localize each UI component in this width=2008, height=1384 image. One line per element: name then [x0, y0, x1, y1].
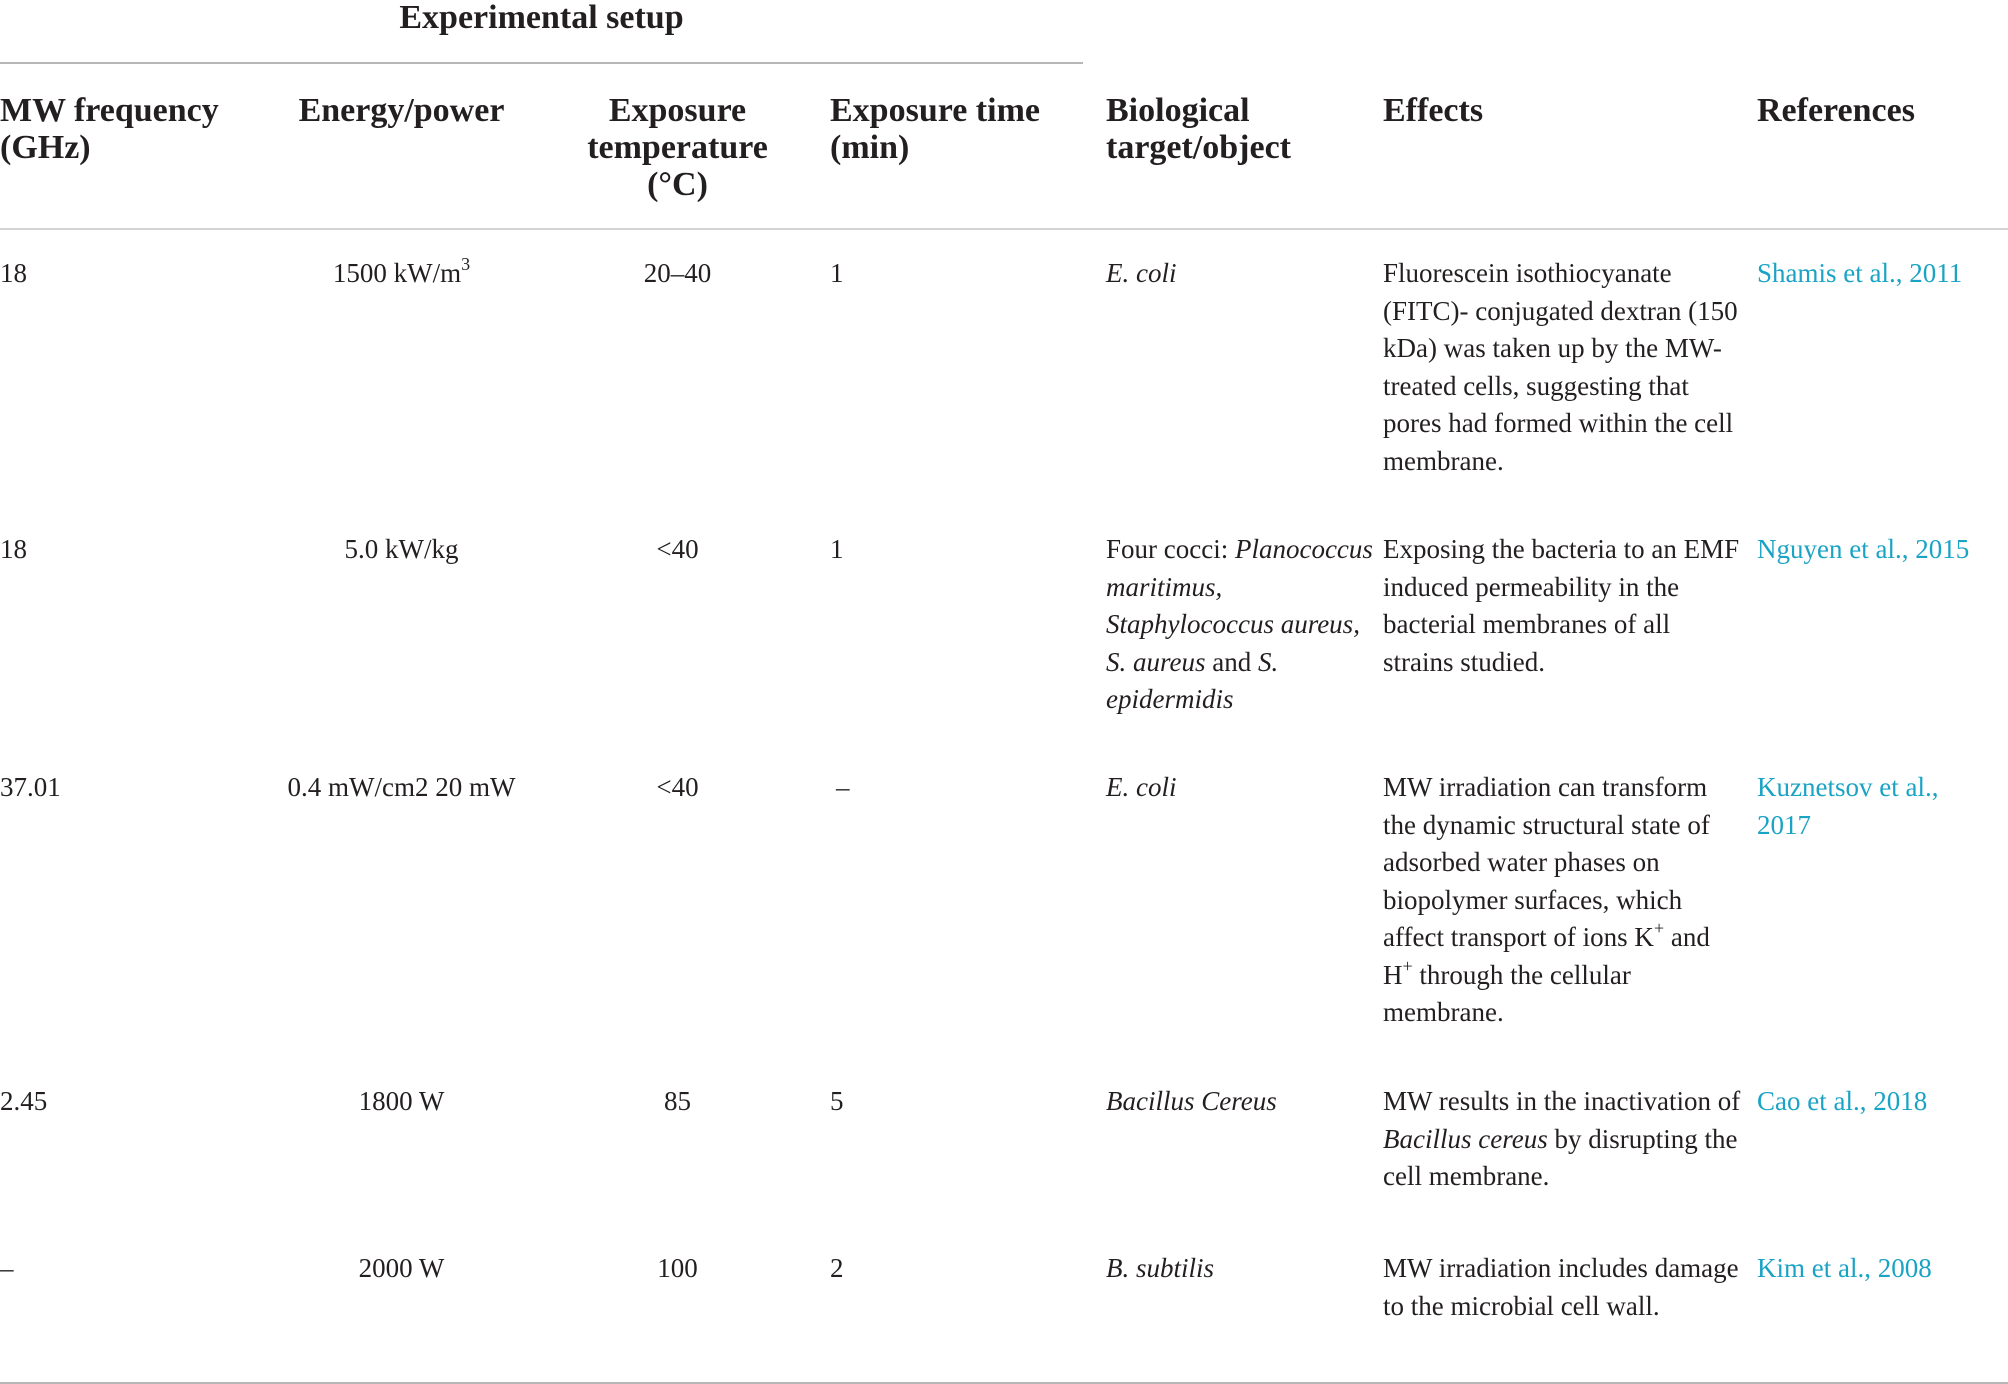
- cell-time: 5: [830, 1086, 844, 1116]
- cell-time: –: [836, 772, 850, 802]
- cell-temperature: 85: [664, 1086, 691, 1116]
- cell-energy: 5.0 kW/kg: [344, 534, 459, 564]
- cell-effects: Fluorescein isothiocyanate (FITC)- conjugated dextran (150 kDa) was taken up by the MW-treated cells, suggesting that pores had formed within the cell membrane.: [1383, 258, 1738, 476]
- cell-frequency: 2.45: [0, 1086, 48, 1116]
- header-biological-target: Biological target/object: [1106, 92, 1292, 166]
- cell-frequency: 37.01: [0, 772, 61, 802]
- cell-energy: 2000 W: [358, 1253, 445, 1283]
- header-mw-frequency: MW frequency (GHz): [0, 92, 219, 166]
- cell-frequency: 18: [0, 534, 27, 564]
- reference-link[interactable]: Shamis et al., 2011: [1757, 258, 1963, 288]
- cell-time: 2: [830, 1253, 844, 1283]
- cell-temperature: 20–40: [643, 258, 712, 288]
- header-energy-power: Energy/power: [298, 92, 505, 129]
- cell-temperature: <40: [656, 772, 699, 802]
- cell-frequency: –: [0, 1253, 14, 1283]
- header-effects: Effects: [1383, 92, 1484, 129]
- reference-link[interactable]: Nguyen et al., 2015: [1757, 534, 1970, 564]
- cell-temperature: <40: [656, 534, 699, 564]
- cell-energy: 0.4 mW/cm2 20 mW: [287, 772, 516, 802]
- cell-temperature: 100: [657, 1253, 698, 1283]
- cell-energy: 1800 W: [358, 1086, 445, 1116]
- cell-effects: Exposing the bacteria to an EMF induced permeability in the bacterial membranes of all strains studied.: [1383, 534, 1740, 677]
- cell-target: E. coli: [1106, 772, 1177, 802]
- group-header-rule: [0, 62, 1083, 64]
- header-exposure-time: Exposure time (min): [830, 92, 1040, 166]
- reference-link[interactable]: Cao et al., 2018: [1757, 1086, 1928, 1116]
- cell-target: Four cocci: Planococcus maritimus, Staphylococcus aureus, S. aureus and S. epidermidis: [1106, 534, 1373, 714]
- experimental-setup-header: Experimental setup: [399, 0, 684, 36]
- header-references: References: [1757, 92, 1915, 129]
- cell-target: B. subtilis: [1106, 1253, 1215, 1283]
- cell-time: 1: [830, 534, 844, 564]
- cell-target: E. coli: [1106, 258, 1177, 288]
- cell-time: 1: [830, 258, 844, 288]
- cell-effects: MW irradiation can transform the dynamic structural state of adsorbed water phases on biopolymer surfaces, which affect transport of ions K+ and H+ through the cellular membrane.: [1383, 772, 1710, 1027]
- header-rule: [0, 228, 2008, 230]
- cell-effects: MW irradiation includes damage to the microbial cell wall.: [1383, 1253, 1739, 1321]
- cell-effects: MW results in the inactivation of Bacillus cereus by disrupting the cell membrane.: [1383, 1086, 1741, 1191]
- cell-frequency: 18: [0, 258, 27, 288]
- cell-target: Bacillus Cereus: [1106, 1086, 1277, 1116]
- header-exposure-temperature: Exposure temperature (°C): [587, 92, 768, 203]
- reference-link[interactable]: Kim et al., 2008: [1757, 1253, 1932, 1283]
- cell-energy: 1500 $kW/m^3$: [332, 254, 471, 288]
- reference-link[interactable]: Kuznetsov et al., 2017: [1757, 772, 1939, 840]
